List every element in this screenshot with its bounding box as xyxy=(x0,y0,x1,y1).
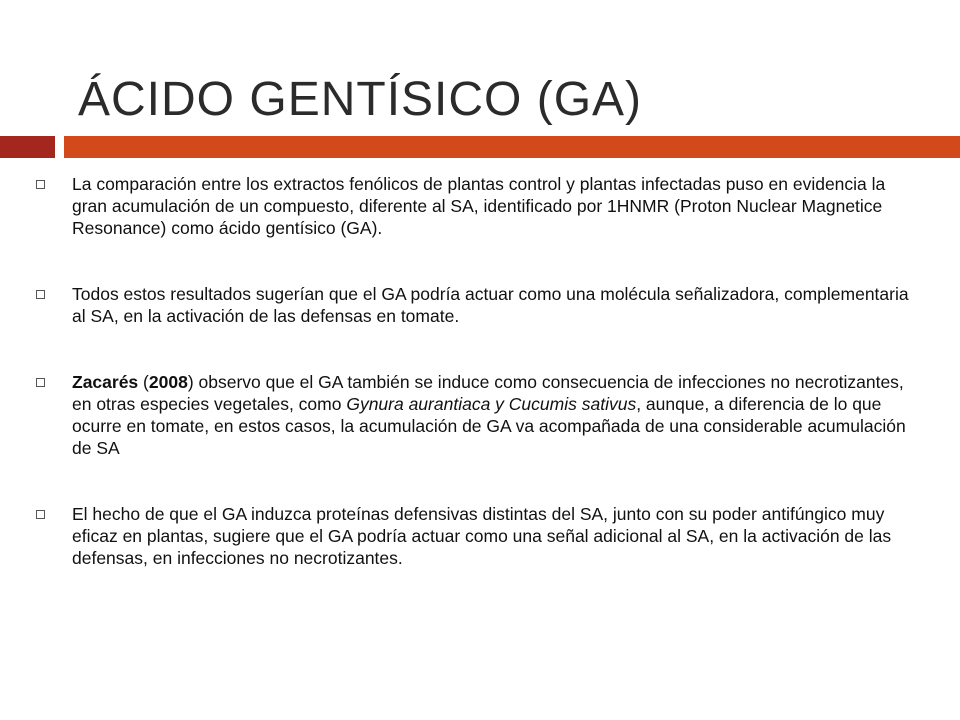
bullet-item xyxy=(36,283,916,327)
citation-author: Zacarés xyxy=(72,372,139,392)
slide-title: ÁCIDO GENTÍSICO (GA) xyxy=(78,73,643,127)
square-bullet-icon xyxy=(36,180,45,189)
square-bullet-icon xyxy=(36,510,45,519)
bullet-text: La comparación entre los extractos fenólicos de plantas control y plantas infectadas puso en evidencia la gran acumulación de un compuesto, diferente al SA, identificado por 1HNMR (Proton Nuclear Magnetice Resonance) como ácido gentísico (GA). xyxy=(72,174,886,238)
bullet-item xyxy=(36,173,916,239)
citation-year: 2008 xyxy=(148,372,188,392)
conjunction-text: y xyxy=(490,394,509,414)
bullet-text: Todos estos resultados sugerían que el GA podría actuar como una molécula señalizadora, complementaria al SA, en la activación de las defensas en tomate. xyxy=(72,284,909,326)
bullet-item xyxy=(36,503,916,569)
square-bullet-icon xyxy=(36,290,45,299)
species-name: Gynura aurantiaca xyxy=(346,394,491,414)
species-name: Cucumis sativus xyxy=(508,394,637,414)
title-accent-bar-left xyxy=(0,136,55,158)
square-bullet-icon xyxy=(36,378,45,387)
bullet-list xyxy=(36,173,916,569)
bullet-text: , aunque, a diferencia de lo que ocurre en tomate, en estos casos, la acumulación de GA va acompañada de una considerable acumulación de SA xyxy=(72,394,906,458)
title-accent-bar-right xyxy=(64,136,960,158)
bullet-item: Zacarés (2008) observo que el GA también se induce como consecuencia de infecciones no necrotizantes, en otras especies vegetales, como Gynura aurantiaca y Cucumis sativus, aunque, a diferencia de lo que ocurre en tomate, en estos casos, la acumulación de GA va acompañada de una considerable acumulación de SA xyxy=(36,371,916,459)
bullet-text: observo que el GA también se induce como consecuencia de infecciones no necrotizantes, en otras especies vegetales, como xyxy=(72,372,904,414)
bullet-text: El hecho de que el GA induzca proteínas defensivas distintas del SA, junto con su poder antifúngico muy eficaz en plantas, sugiere que el GA podría actuar como una señal adicional al SA, en la activación de las defensas, en infecciones no necrotizantes. xyxy=(72,504,892,568)
